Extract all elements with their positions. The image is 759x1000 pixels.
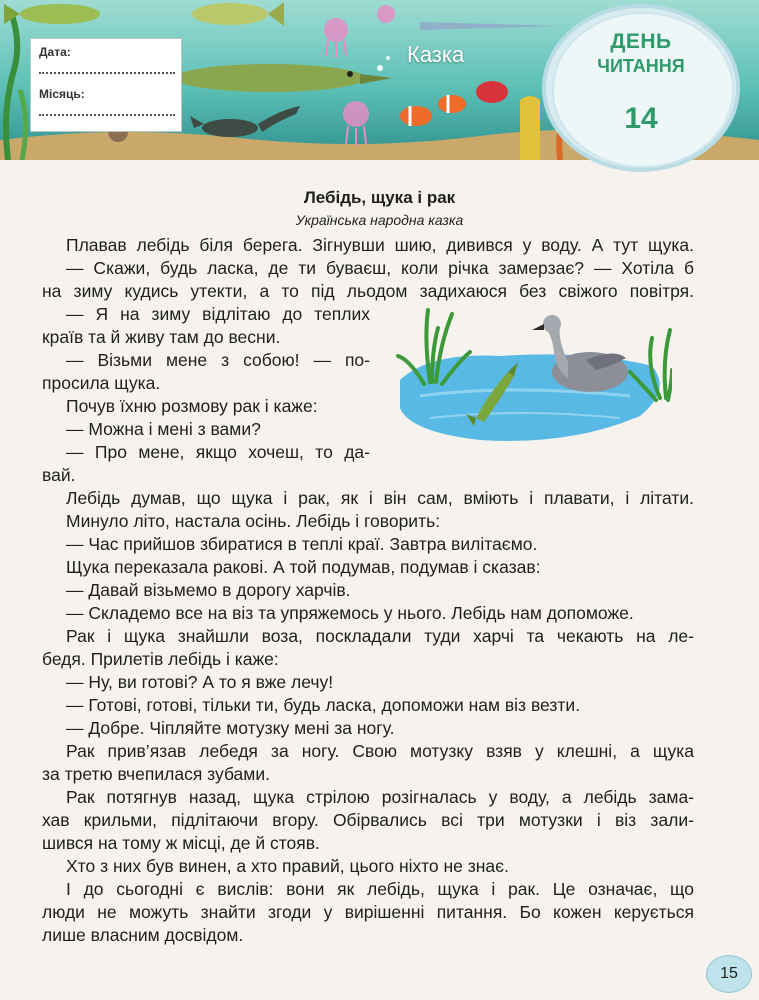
story-line: Рак потягнув назад, щука стрілою розігналась у воду, а лебідь зама- (66, 787, 694, 807)
story-subtitle: Українська народна казка (295, 212, 464, 228)
month-label: Місяць: (39, 87, 85, 101)
day-number: 14 (624, 102, 658, 135)
date-dotted-line (39, 72, 175, 74)
story-line: люди не можуть знайти згоди у вирішенні питання. Бо кожен керується (42, 902, 694, 922)
story-line: Почув їхню розмову рак і каже: (66, 396, 318, 416)
page-number: 15 (706, 955, 752, 993)
story-line: вай. (42, 465, 76, 485)
story-line: — Я на зиму відлітаю до теплих (66, 304, 370, 324)
story-line: країв та й живу там до весни. (42, 327, 281, 347)
month-dotted-line (39, 114, 175, 116)
story-line: Щука переказала ракові. А той подумав, подумав і сказав: (66, 557, 541, 577)
story-line: бедя. Прилетів лебідь і каже: (42, 649, 279, 669)
day-badge (546, 8, 736, 168)
month-field[interactable] (39, 83, 175, 123)
story-line: на зиму кудись утекти, а то під льодом задихаюся без свіжого повітря. (42, 281, 694, 301)
story-line: Рак прив’язав лебедя за ногу. Свою мотузку взяв у клешні, а щука (66, 741, 694, 761)
story-line: Минуло літо, настала осінь. Лебідь і говорить: (66, 511, 441, 531)
story-line: І до сьогодні є вислів: вони як лебідь, щука і рак. Це означає, що (66, 879, 694, 899)
story-line: — Добре. Чіпляйте мотузку мені за ногу. (66, 718, 395, 738)
swan-pike-illustration (390, 300, 672, 450)
story-title: Лебідь, щука і рак (303, 188, 456, 207)
story-line: — Ну, ви готові? А то я вже лечу! (66, 672, 334, 692)
story-line: — Складемо все на віз та упряжемось у нього. Лебідь нам допоможе. (66, 603, 634, 623)
story-line: Рак і щука знайшли воза, поскладали туди харчі та чекають на ле- (66, 626, 694, 646)
story-line: — Час прийшов збиратися в теплі краї. Завтра вилітаємо. (66, 534, 538, 554)
story-line: лише власним досвідом. (42, 925, 244, 945)
story-type-label: Казка (407, 42, 465, 67)
date-label: Дата: (39, 45, 71, 59)
story-line: — Давай візьмемо в дорогу харчів. (66, 580, 351, 600)
story-line: просила щука. (42, 373, 161, 393)
story-line: шився на тому ж місці, де й стояв. (42, 833, 320, 853)
reading-label: ЧИТАННЯ (597, 56, 685, 76)
story-line: — Скажи, будь ласка, де ти буваєш, коли річка замерзає? — Хотіла б (66, 258, 694, 278)
story-line: за третю вчепилася зубами. (42, 764, 270, 784)
story-line: Лебідь думав, що щука і рак, як і він сам, вміють і плавати, і літати. (66, 488, 694, 508)
day-label: ДЕНЬ (610, 30, 672, 53)
date-field[interactable] (39, 41, 175, 81)
story-line: — Можна і мені з вами? (66, 419, 261, 439)
date-box (30, 38, 182, 132)
story-line: — Про мене, якщо хочеш, то да- (66, 442, 370, 462)
story-line: — Візьми мене з собою! — по- (66, 350, 370, 370)
story-line: Хто з них був винен, а хто правий, цього ніхто не знає. (66, 856, 509, 876)
story-line: — Готові, готові, тільки ти, будь ласка, допоможи нам віз везти. (66, 695, 581, 715)
story-line: Плавав лебідь біля берега. Зігнувши шию, дивився у воду. А тут щука. (66, 235, 694, 255)
story-line: хав крильми, підлітаючи вгору. Обірвались всі три мотузки і віз зали- (42, 810, 694, 830)
